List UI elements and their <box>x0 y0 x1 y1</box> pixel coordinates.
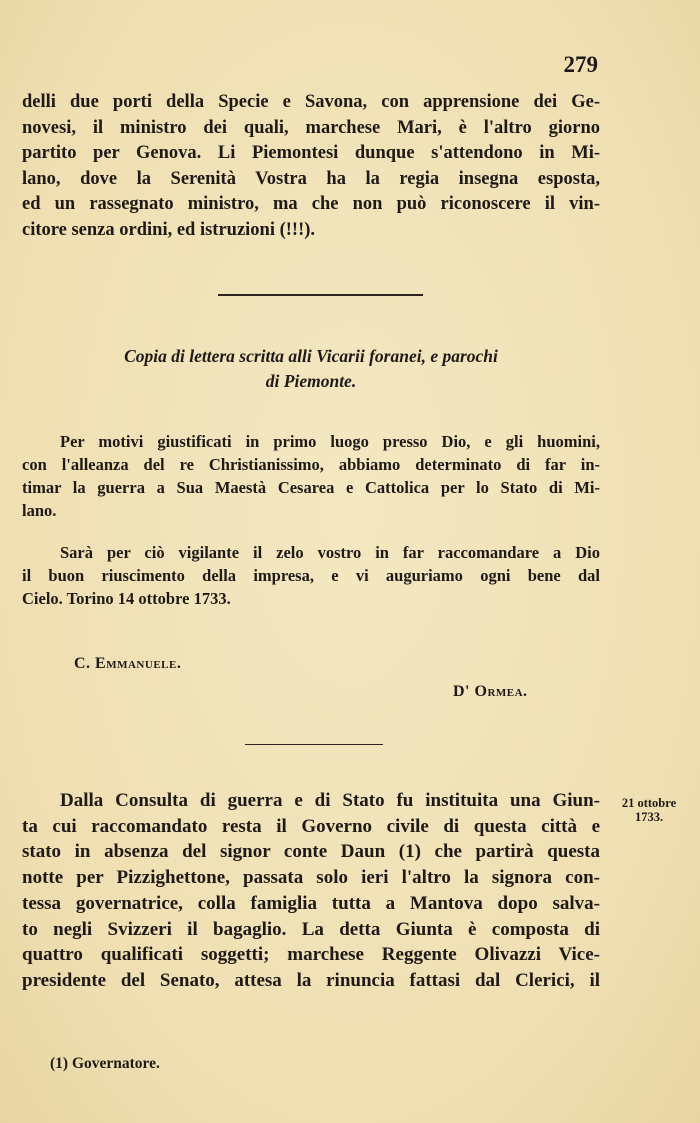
letter-paragraph <box>22 430 600 522</box>
text-line: ta cui raccomandato resta il Governo civile di questa città e <box>22 815 600 837</box>
page-number: 279 <box>563 52 598 77</box>
text-line: Sarà per ciò vigilante il zelo vostro in far raccomandare a Dio <box>60 543 600 562</box>
main-paragraph <box>22 788 600 994</box>
margin-note-line: 1733. <box>634 810 664 824</box>
text-line: novesi, il ministro dei quali, marchese Mari, è l'altro giorno <box>22 117 600 138</box>
text-line: con l'alleanza del re Christianissimo, abbiamo determinato di far in- <box>22 455 600 474</box>
section-divider-short <box>245 744 383 745</box>
text-line: lano. <box>22 501 57 520</box>
letter-paragraph <box>22 541 600 610</box>
text-line: to negli Svizzeri il bagaglio. La detta Giunta è composta di <box>22 918 600 940</box>
text-line: quattro qualificati soggetti; marchese Reggente Olivazzi Vice- <box>22 944 600 966</box>
letter-title-line: Copia di lettera scritta alli Vicarii foranei, e parochi <box>124 346 498 366</box>
signature-emmanuele: C. Emmanuele. <box>74 655 182 672</box>
text-line: citore senza ordini, ed istruzioni (!!!). <box>22 219 316 240</box>
section-divider <box>218 294 423 296</box>
margin-date-note <box>608 796 690 824</box>
letter-title-line: di Piemonte. <box>265 371 357 391</box>
margin-note-line: 21 ottobre <box>621 796 677 810</box>
signature-ormea: D' Ormea. <box>453 683 528 700</box>
text-line: Dalla Consulta di guerra e di Stato fu instituita una Giun- <box>60 790 600 811</box>
footnote: (1) Governatore. <box>50 1055 160 1072</box>
text-line: timar la guerra a Sua Maestà Cesarea e Cattolica per lo Stato di Mi- <box>22 478 600 497</box>
text-line: Per motivi giustificati in primo luogo presso Dio, e gli huomini, <box>60 432 600 451</box>
letter-title <box>22 344 600 394</box>
text-line: partito per Genova. Li Piemontesi dunque s'attendono in Mi- <box>22 143 600 163</box>
text-line: lano, dove la Serenità Vostra ha la regia insegna esposta, <box>22 168 600 189</box>
text-line: tessa governatrice, colla famiglia tutta a Mantova dopo salva- <box>22 892 600 914</box>
text-line: Cielo. Torino 14 ottobre 1733. <box>22 589 231 608</box>
text-line: notte per Pizzighettone, passata solo ieri l'altro la signora con- <box>22 867 600 889</box>
text-line: delli due porti della Specie e Savona, con apprensione dei Ge- <box>22 92 600 112</box>
text-line: presidente del Senato, attesa la rinuncia fattasi dal Clerici, il <box>22 969 600 991</box>
text-line: stato in absenza del signor conte Daun (1) che partirà questa <box>22 841 600 863</box>
text-line: ed un rassegnato ministro, ma che non può riconoscere il vin- <box>22 194 600 214</box>
text-line: il buon riuscimento della impresa, e vi auguriamo ogni bene dal <box>22 566 600 585</box>
continuation-paragraph <box>22 90 600 243</box>
